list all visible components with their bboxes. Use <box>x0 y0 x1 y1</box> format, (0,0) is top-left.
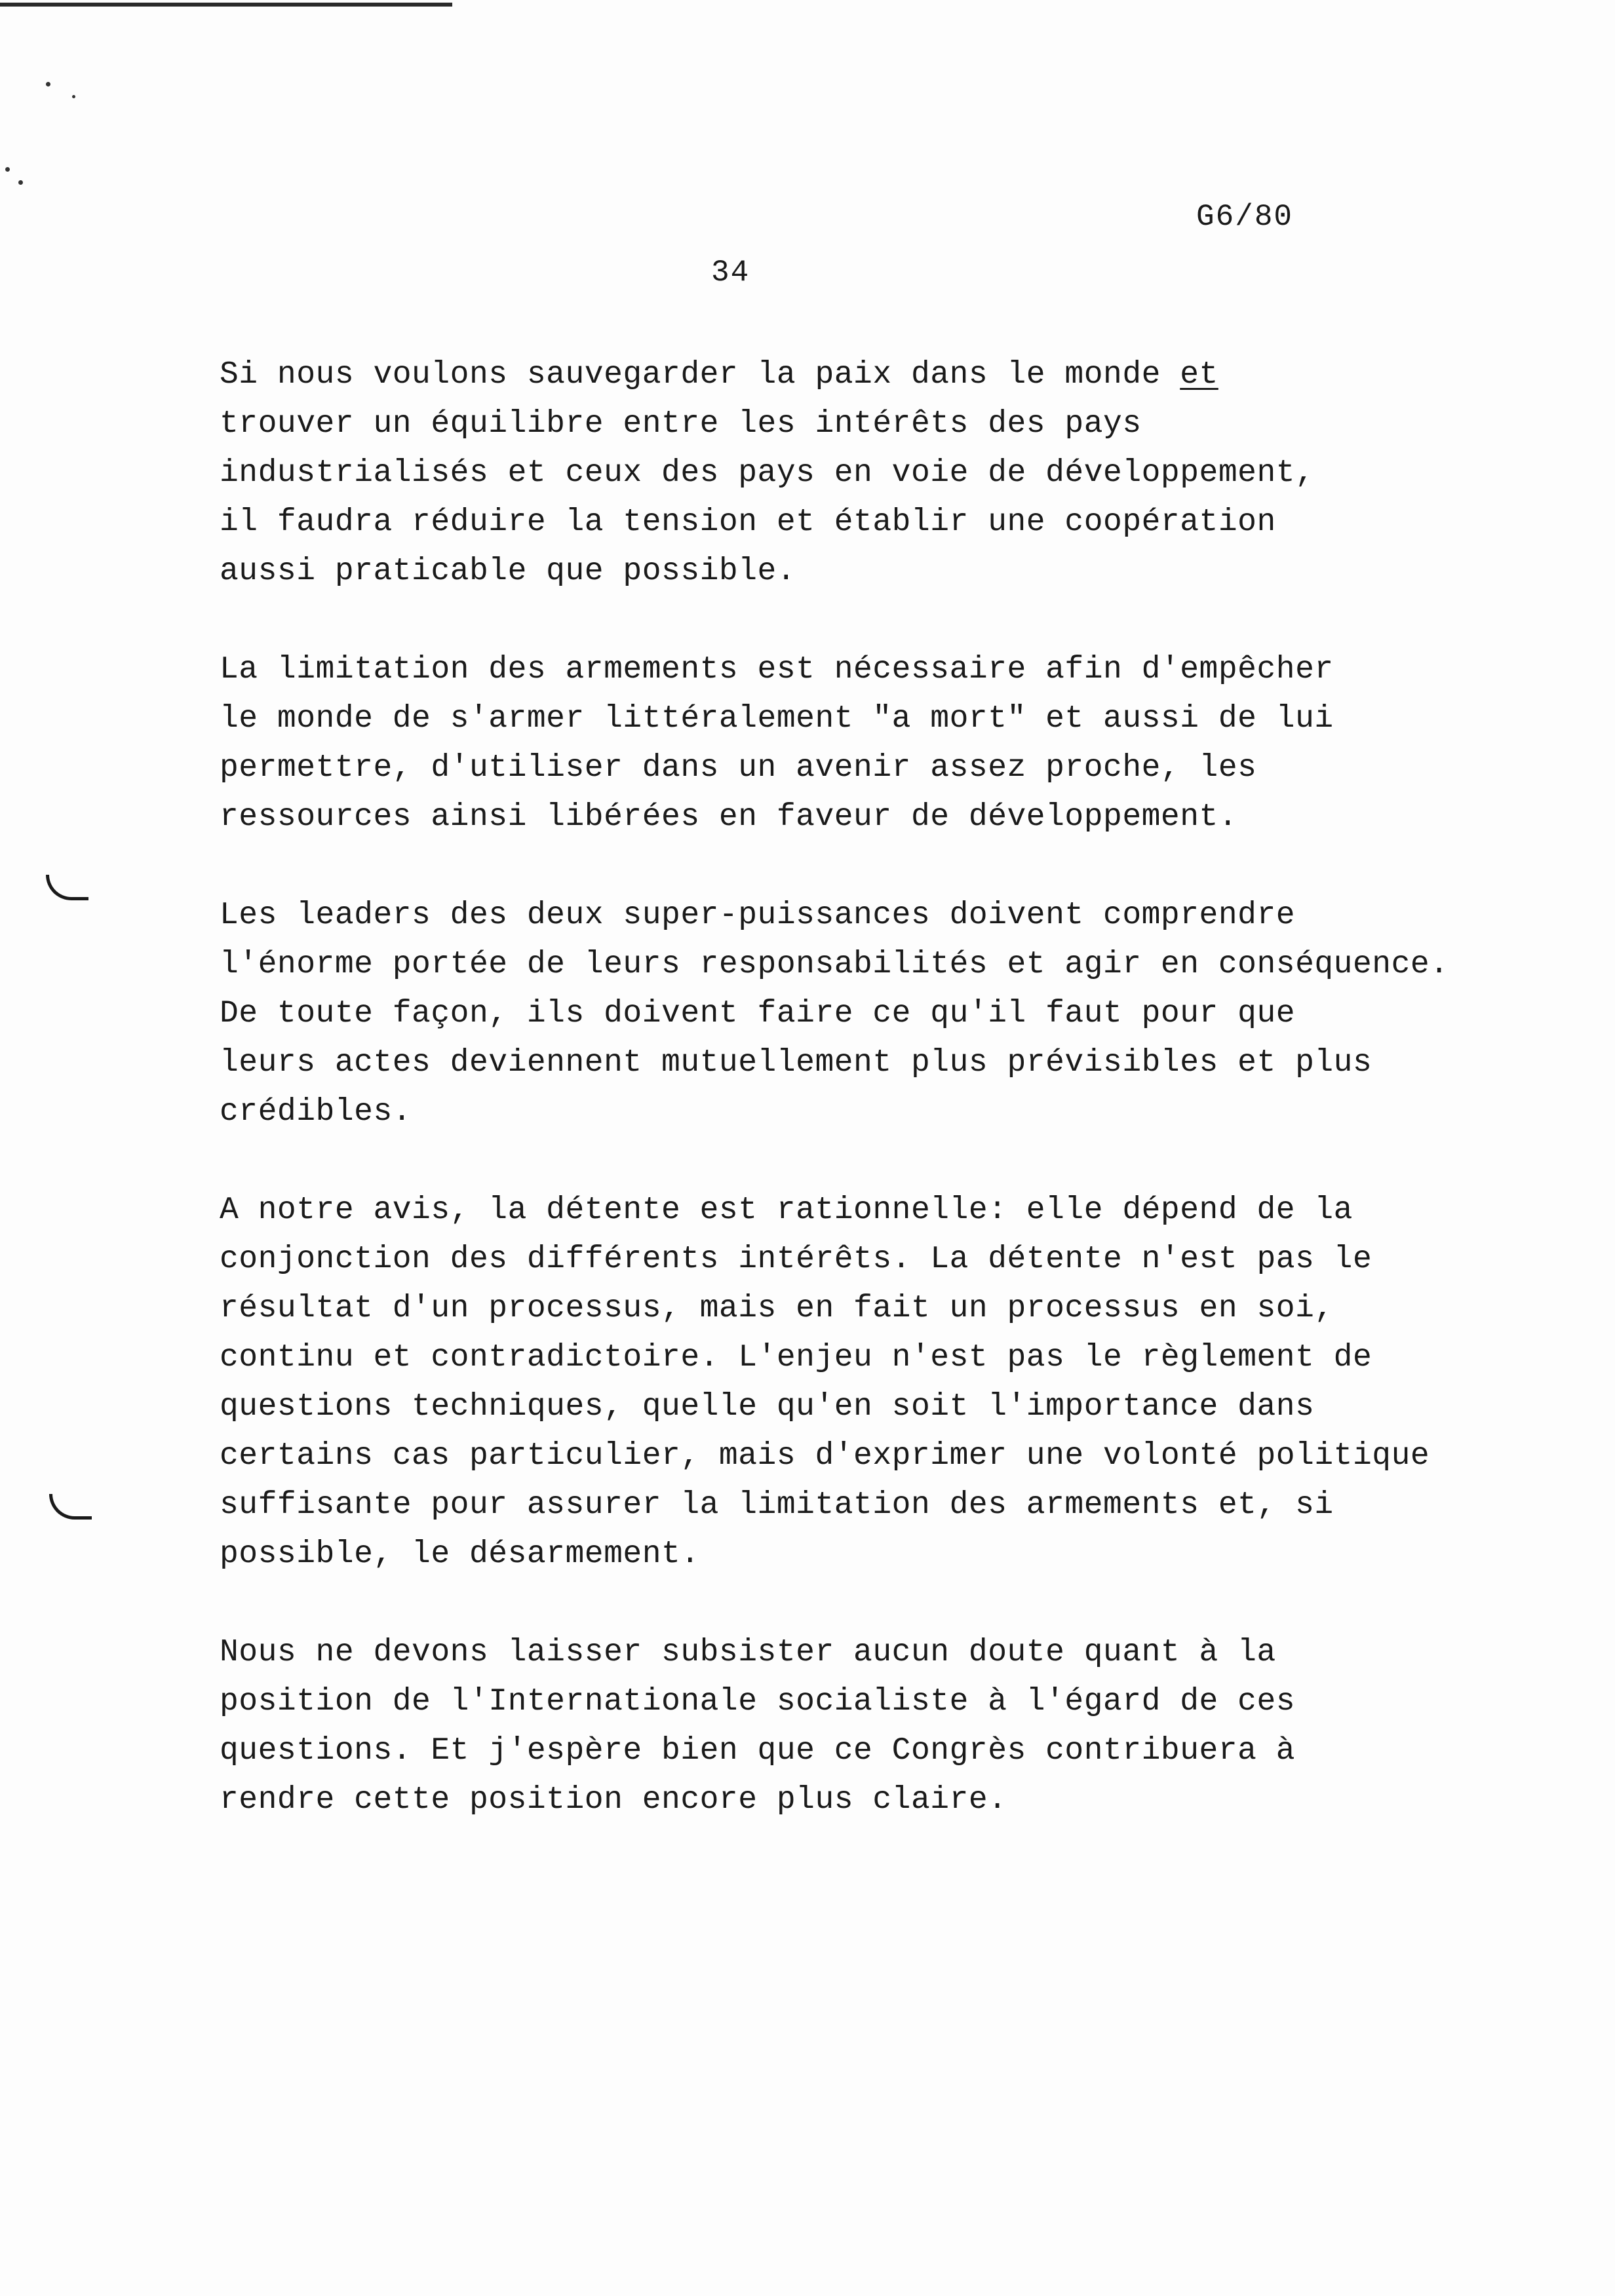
paragraph-3 <box>220 891 1524 1137</box>
paragraph-4 <box>220 1186 1524 1579</box>
text-line: ressources ainsi libérées en faveur de développement. <box>220 799 1238 835</box>
text-line: questions techniques, quelle qu'en soit l'importance dans <box>220 1389 1315 1425</box>
scan-speck <box>18 180 23 185</box>
text-line: Nous ne devons laisser subsister aucun doute quant à la <box>220 1635 1276 1670</box>
text-line: Si nous voulons sauvegarder la paix dans le monde et <box>220 357 1218 392</box>
text-line: permettre, d'utiliser dans un avenir assez proche, les <box>220 750 1257 786</box>
text-line: industrialisés et ceux des pays en voie de développement, <box>220 455 1315 491</box>
margin-check-mark <box>49 1494 92 1520</box>
text-line: continu et contradictoire. L'enjeu n'est pas le règlement de <box>220 1340 1372 1375</box>
text-line: Les leaders des deux super-puissances doivent comprendre <box>220 898 1296 933</box>
text-line: position de l'Internationale socialiste à l'égard de ces <box>220 1684 1296 1719</box>
text-line: conjonction des différents intérêts. La détente n'est pas le <box>220 1242 1372 1277</box>
document-reference: G6/80 <box>1196 200 1294 234</box>
text-line: De toute façon, ils doivent faire ce qu'il faut pour que <box>220 996 1296 1031</box>
text-line: leurs actes deviennent mutuellement plus prévisibles et plus <box>220 1045 1372 1081</box>
underlined-word: et <box>1180 357 1218 392</box>
scan-speck <box>5 167 10 172</box>
page-number: 34 <box>711 256 750 290</box>
paragraph-2 <box>220 645 1524 842</box>
scan-speck <box>46 82 50 86</box>
paragraph-5 <box>220 1628 1524 1825</box>
text-line: rendre cette position encore plus claire. <box>220 1782 1007 1818</box>
text-line: questions. Et j'espère bien que ce Congrès contribuera à <box>220 1733 1296 1769</box>
text-line: La limitation des armements est nécessaire afin d'empêcher <box>220 652 1334 687</box>
text-line: l'énorme portée de leurs responsabilités et agir en conséquence. <box>220 947 1449 982</box>
text-line: certains cas particulier, mais d'exprimer une volonté politique <box>220 1438 1430 1474</box>
text-line: résultat d'un processus, mais en fait un processus en soi, <box>220 1291 1334 1326</box>
text-line: crédibles. <box>220 1094 412 1130</box>
text-line: suffisante pour assurer la limitation des armements et, si <box>220 1487 1334 1523</box>
text-line: A notre avis, la détente est rationnelle: elle dépend de la <box>220 1193 1353 1228</box>
text-line: aussi praticable que possible. <box>220 554 796 589</box>
text-line: il faudra réduire la tension et établir une coopération <box>220 505 1276 540</box>
text-line: le monde de s'armer littéralement "a mort" et aussi de lui <box>220 701 1334 737</box>
text-line: trouver un équilibre entre les intérêts des pays <box>220 406 1142 442</box>
text-line: possible, le désarmement. <box>220 1537 700 1572</box>
paragraph-1 <box>220 351 1524 596</box>
margin-check-mark <box>46 875 88 900</box>
top-edge-rule <box>0 3 452 7</box>
scan-speck <box>72 95 75 98</box>
